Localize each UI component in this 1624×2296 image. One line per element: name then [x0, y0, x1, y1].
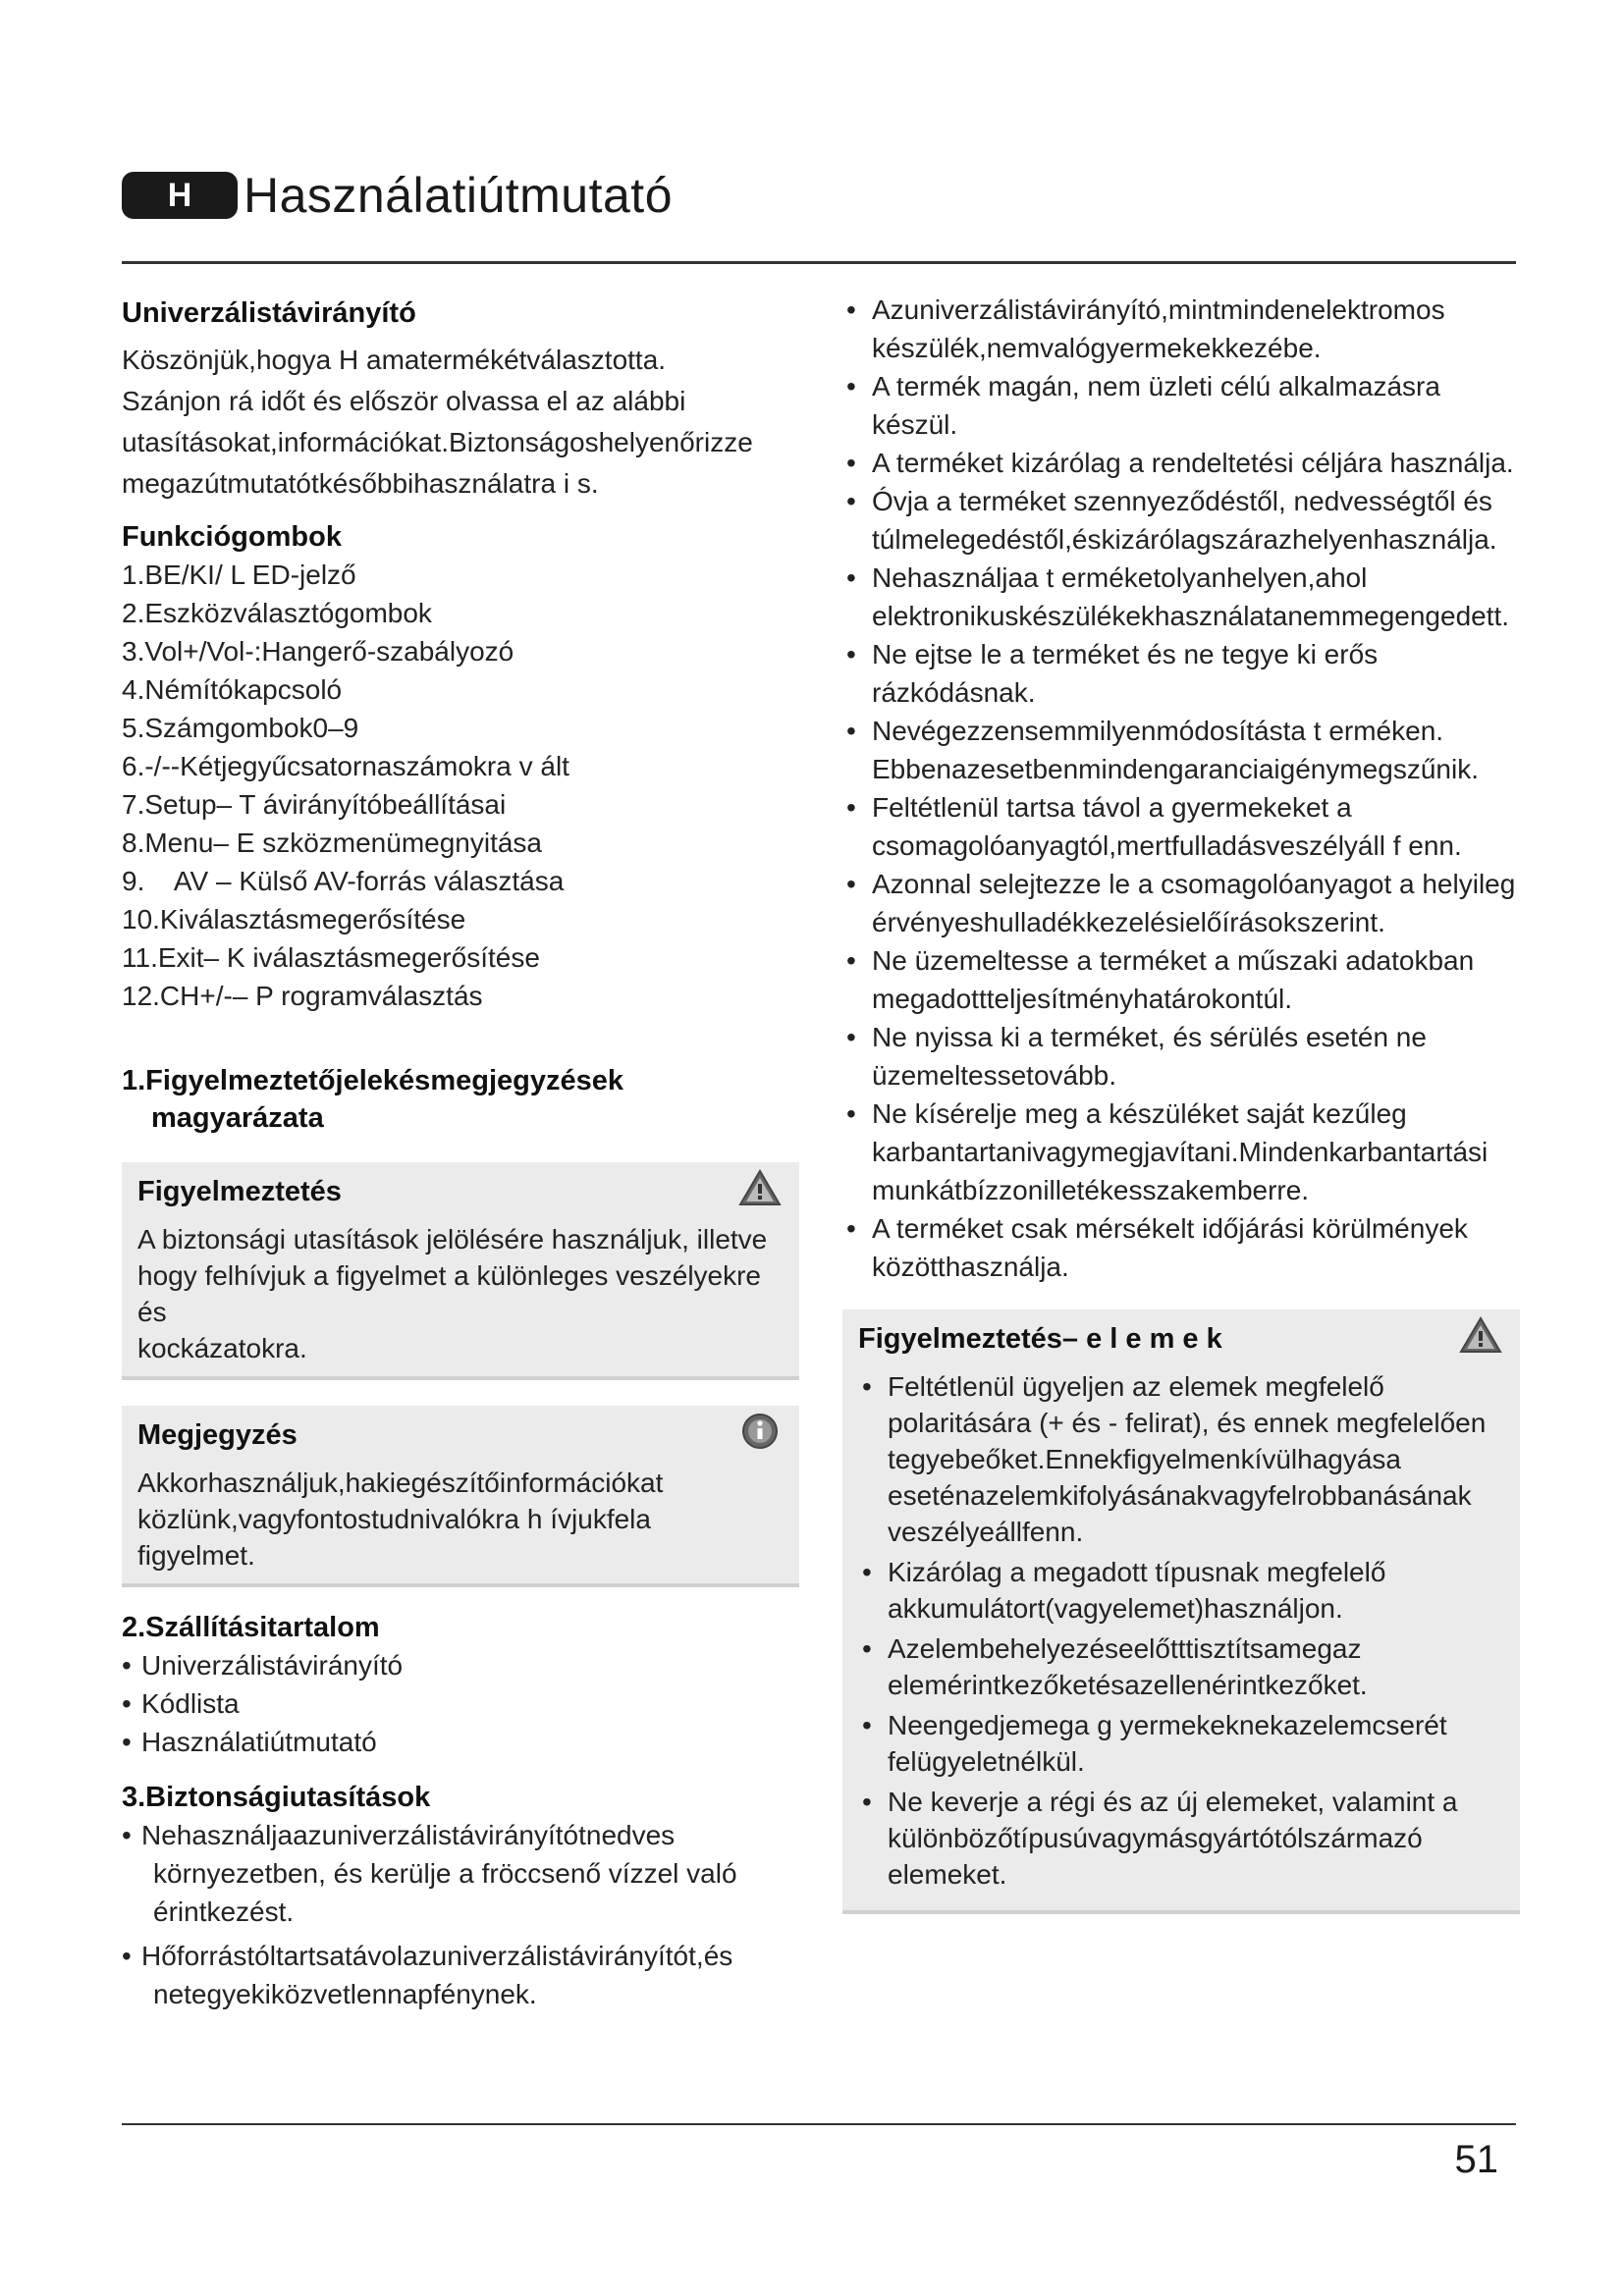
safety-item: [842, 941, 1520, 1018]
safety-item: [842, 1095, 1520, 1209]
safety-line: • Ne kísérelje meg a készüléket saját kezűleg: [872, 1098, 1407, 1129]
safety-line: üzemeltessetovább.: [872, 1060, 1117, 1091]
battery-line: akkumulátort(vagyelemet)használjon.: [888, 1593, 1343, 1624]
safety-line: • A terméket kizárólag a rendeltetési céljára használja.: [872, 448, 1514, 478]
safety-line: • A terméket csak mérsékelt időjárási körülmények: [872, 1213, 1468, 1244]
functions-title: Funkciógombok: [122, 521, 342, 553]
safety-item: [842, 291, 1520, 367]
safety-line: • Hőforrástóltartsatávolazuniverzálistávirányítót,és: [141, 1941, 733, 1971]
battery-item: [858, 1630, 1504, 1703]
intro-paragraph: [122, 340, 799, 505]
warning-box: [122, 1162, 799, 1380]
battery-item: [858, 1707, 1504, 1780]
safety-line: karbantartanivagymegjavítani.Mindenkarbantartási: [872, 1137, 1489, 1167]
safety-item: [842, 788, 1520, 865]
contents-list: [122, 1646, 799, 1761]
safety-item: [842, 444, 1520, 482]
battery-line: felügyeletnélkül.: [888, 1746, 1085, 1777]
warning-triangle-icon: [1459, 1315, 1502, 1355]
section-2-title: 2.Szállításitartalom: [122, 1612, 380, 1643]
language-badge: H: [122, 172, 238, 219]
function-item: 11.Exit– K iválasztásmegerősítése: [122, 942, 540, 973]
function-item: 12.CH+/-– P rogramválasztás: [122, 981, 483, 1011]
battery-item: [858, 1554, 1504, 1627]
safety-line: csomagolóanyagtól,mertfulladásveszélyáll f enn.: [872, 830, 1462, 861]
battery-warning-title: Figyelmeztetés– e l e m e k: [858, 1323, 1222, 1355]
section-1-heading: [122, 1062, 799, 1137]
function-item: 3.Vol+/Vol-:Hangerő-szabályozó: [122, 636, 514, 667]
safety-line: • Nevégezzensemmilyenmódosítástа t erméken.: [872, 716, 1444, 746]
note-box: [122, 1406, 799, 1587]
header-divider: [122, 261, 1516, 264]
right-column: [842, 291, 1520, 1914]
function-item: 5.Számgombok0–9: [122, 713, 359, 743]
battery-item: [858, 1784, 1504, 1893]
warning-box-text: [137, 1221, 784, 1366]
safety-item: [842, 712, 1520, 788]
note-line: figyelmet.: [137, 1540, 255, 1571]
safety-item: [842, 559, 1520, 635]
safety-line: • Azuniverzálistávirányító,mintmindenelektromos: [872, 294, 1445, 325]
safety-list: [122, 1816, 799, 2013]
safety-item: [842, 865, 1520, 941]
intro-line: megazútmutatótkésőbbihasználatra i s.: [122, 468, 599, 499]
warning-line: A biztonsági utasítások jelölésére használjuk, illetve: [137, 1224, 768, 1255]
note-line: Akkorhasználjuk,hakiegészítőinformációkat: [137, 1468, 664, 1498]
battery-line: tegyebeőket.Ennekfigyelmenkívülhagyása: [888, 1444, 1402, 1474]
page-header: [122, 165, 673, 226]
section-3-title: 3.Biztonságiutasítások: [122, 1782, 431, 1813]
safety-line: közötthasználja.: [872, 1252, 1069, 1282]
safety-line: túlmelegedéstől,éskizárólagszárazhelyenhasználja.: [872, 524, 1497, 555]
function-item: 6.-/--Kétjegyűcsatornaszámokra v ált: [122, 751, 569, 781]
safety-item: [842, 635, 1520, 712]
intro-line: Köszönjük,hogya H amatermékétválasztotta.: [122, 345, 667, 375]
battery-line: elemérintkezőketésazellenérintkezőket.: [888, 1670, 1368, 1700]
warning-triangle-icon: [738, 1168, 782, 1207]
safety-item: [842, 367, 1520, 444]
function-item: 2.Eszközválasztógombok: [122, 598, 432, 628]
warning-line: kockázatokra.: [137, 1333, 307, 1363]
safety-line: rázkódásnak.: [872, 677, 1036, 708]
safety-line: • Nehasználjaazuniverzálistávirányítótnedves: [141, 1820, 676, 1850]
intro-line: utasításokat,információkat.Biztonságoshelyenőrizze: [122, 427, 753, 457]
safety-continued-list: [842, 291, 1520, 1286]
function-item: 1.BE/KI/ L ED-jelző: [122, 560, 356, 590]
battery-line: elemeket.: [888, 1859, 1007, 1890]
safety-line: • Óvja a terméket szennyeződéstől, nedvességtől és: [872, 486, 1492, 516]
safety-line: • Feltétlenül tartsa távol a gyermekeket a: [872, 792, 1352, 823]
safety-line: netegyekiközvetlennapfénynek.: [153, 1979, 537, 2009]
safety-line: környezetben, és kerülje a fröccsenő vízzel való: [153, 1858, 737, 1889]
function-item: 10.Kiválasztásmegerősítése: [122, 904, 466, 934]
contents-item: • Kódlista: [122, 1684, 799, 1723]
function-item: 8.Menu– E szközmenümegnyitása: [122, 828, 542, 858]
safety-item: [122, 1937, 799, 2013]
warning-line: hogy felhívjuk a figyelmet a különleges veszélyekre és: [137, 1260, 762, 1327]
battery-line: • Ne keverje a régi és az új elemeket, valamint a: [888, 1787, 1458, 1817]
battery-line: eseténazelemkifolyásánakvagyfelrobbanásának: [888, 1480, 1472, 1511]
note-box-title: Megjegyzés: [137, 1419, 298, 1451]
battery-line: • Neengedjemega g yermekeknekazelemcserét: [888, 1710, 1447, 1740]
function-item: 7.Setup– T ávirányítóbeállításai: [122, 789, 507, 820]
battery-line: • Feltétlenül ügyeljen az elemek megfelelő: [888, 1371, 1384, 1402]
safety-item: [842, 1209, 1520, 1286]
safety-line: • Ne üzemeltesse a terméket a műszaki adatokban: [872, 945, 1475, 976]
info-icon: [738, 1412, 782, 1451]
page-title: Használatiútmutató: [244, 168, 674, 223]
safety-line: • Azonnal selejtezze le a csomagolóanyagot a helyileg: [872, 869, 1516, 899]
footer-divider: [122, 2123, 1516, 2125]
functions-list: [122, 556, 799, 1015]
battery-line: polaritására (+ és - felirat), és ennek megfelelően: [888, 1408, 1487, 1438]
product-title: Univerzálistávirányító: [122, 297, 416, 329]
contents-item: • Használatiútmutató: [122, 1723, 799, 1761]
battery-warning-box: [842, 1309, 1520, 1914]
safety-line: Ebbenazesetbenmindengaranciaigénymegszűnik.: [872, 754, 1479, 784]
safety-line: • Nehasználjaa t erméketolyanhelyen,ahol: [872, 562, 1368, 593]
safety-line: érintkezést.: [153, 1896, 295, 1927]
section-1-title-line: magyarázata: [151, 1102, 324, 1134]
safety-line: munkátbízzonilletékesszakemberre.: [872, 1175, 1310, 1205]
battery-item: [858, 1368, 1504, 1550]
battery-line: veszélyeállfenn.: [888, 1517, 1084, 1547]
safety-line: elektronikuskészülékekhasználatanemmegengedett.: [872, 601, 1510, 631]
safety-item: [842, 482, 1520, 559]
battery-line: különbözőtípusúvagymásgyártótólszármazó: [888, 1823, 1423, 1853]
safety-item: [842, 1018, 1520, 1095]
section-1-title-line: 1.Figyelmeztetőjelekésmegjegyzések: [122, 1065, 623, 1096]
intro-line: Szánjon rá időt és először olvassa el az alábbi: [122, 386, 686, 416]
page-number: 51: [1454, 2138, 1498, 2181]
safety-line: érvényeshulladékkezelésielőírásokszerint.: [872, 907, 1385, 937]
battery-warning-list: [858, 1368, 1504, 1893]
safety-line: készülék,nemvalógyermekekkezébe.: [872, 333, 1322, 363]
safety-line: • Ne ejtse le a terméket és ne tegye ki erős: [872, 639, 1379, 669]
warning-box-title: Figyelmeztetés: [137, 1176, 342, 1207]
contents-item: • Univerzálistávirányító: [122, 1646, 799, 1684]
battery-line: • Kizárólag a megadott típusnak megfelelő: [888, 1557, 1386, 1587]
note-line: közlünk,vagyfontostudnivalókra h ívjukfela: [137, 1504, 651, 1534]
function-item: 4.Némítókapcsoló: [122, 674, 343, 705]
safety-line: • Ne nyissa ki a terméket, és sérülés esetén ne: [872, 1022, 1427, 1052]
note-box-text: [137, 1465, 784, 1574]
safety-line: • A termék magán, nem üzleti célú alkalmazásra készül.: [872, 371, 1440, 440]
function-item: 9. AV – Külső AV-forrás választása: [122, 866, 565, 896]
left-column: [122, 294, 799, 2013]
safety-line: megadottteljesítményhatárokontúl.: [872, 984, 1293, 1014]
safety-item: [122, 1816, 799, 1931]
battery-line: • Azelembehelyezéseelőtttisztítsamegaz: [888, 1633, 1362, 1664]
